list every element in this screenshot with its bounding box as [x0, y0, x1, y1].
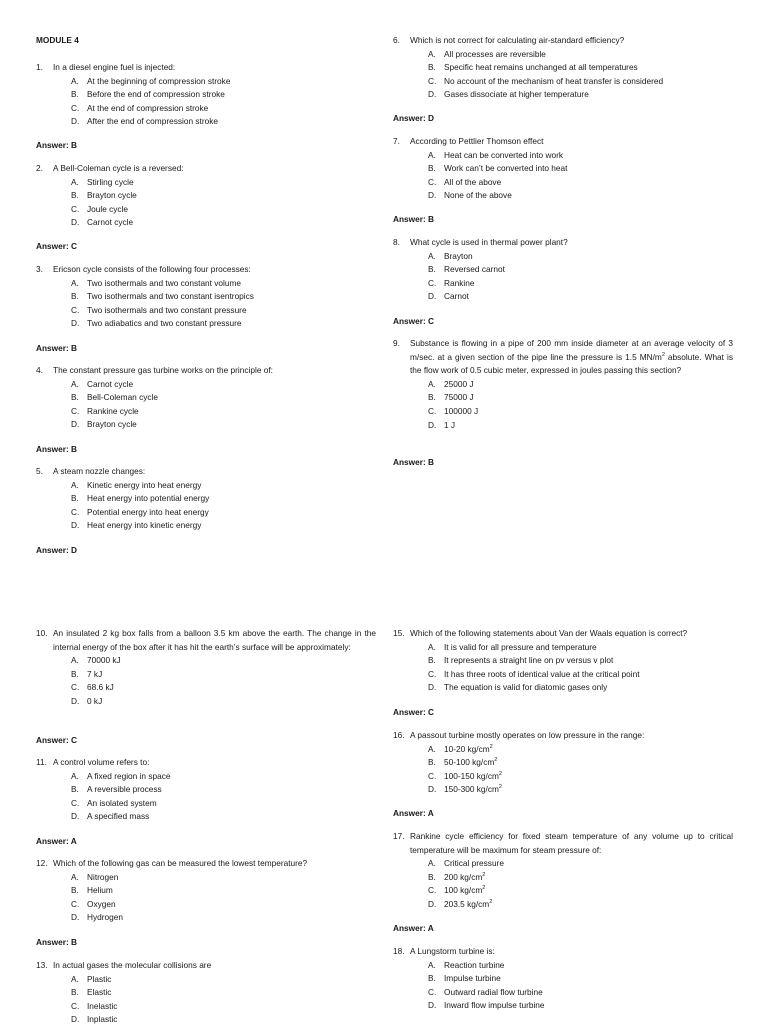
option-d: D. Heat energy into kinetic energy [71, 520, 202, 531]
question-number: 7. [393, 136, 400, 146]
option-c: C. Rankine [428, 277, 475, 288]
option-a: A. Reaction turbine [428, 959, 505, 970]
question-text: A steam nozzle changes: [53, 466, 146, 476]
option-a: A. Nitrogen [71, 871, 119, 882]
question-10 [36, 627, 376, 709]
answer-value: C [71, 735, 78, 745]
question-number: 13. [36, 960, 48, 970]
option-c: C. An isolated system [71, 797, 157, 808]
question-number: 10. [36, 628, 48, 638]
question-text: A passout turbine mostly operates on low pressure in the range: [410, 730, 645, 740]
option-c: C. Potential energy into heat energy [71, 506, 209, 517]
question-text: An insulated 2 kg box falls from a balloon 3.5 km above the earth. The change in the internal energy of the box after it has hit the earth’s surface will be approximately: [53, 628, 376, 652]
option-d: D. Inward flow impulse turbine [428, 1000, 545, 1011]
option-b: B. Elastic [71, 987, 112, 998]
answer-line: Answer: C [393, 707, 435, 717]
answer-line: Answer: C [393, 316, 435, 326]
option-a: A. Plastic [71, 973, 112, 984]
question-text: In a diesel engine fuel is injected: [53, 62, 176, 72]
option-b: B. Impulse turbine [428, 973, 501, 984]
option-d: D. None of the above [428, 190, 512, 201]
option-d: D. Hydrogen [71, 912, 123, 923]
option-b: B. Heat energy into potential energy [71, 493, 210, 504]
option-d: D. 150-300 $kg/cm^2$ [428, 784, 502, 795]
question-text: A Bell-Coleman cycle is a reversed: [53, 163, 184, 173]
option-a: A. At the beginning of compression stroke [71, 75, 231, 86]
option-b: B. 75000 J [428, 392, 474, 403]
answer-value: A [70, 836, 77, 846]
question-7 [393, 135, 733, 203]
answer-line: Answer: B [393, 457, 435, 467]
option-d: D. Carnot [428, 291, 469, 302]
option-d: D. 0 kJ [71, 695, 103, 706]
question-6 [393, 34, 733, 102]
option-d: D. 1 J [428, 419, 456, 430]
option-c: C. 100000 J [428, 405, 479, 416]
answer-line: Answer: B [36, 140, 78, 150]
option-b: B. Helium [71, 885, 113, 896]
option-c: C. No account of the mechanism of heat transfer is considered [428, 75, 664, 86]
option-b: B. 200 $kg/cm^2$ [428, 871, 486, 882]
answer-line: Answer: B [36, 343, 78, 353]
question-text: The constant pressure gas turbine works on the principle of: [53, 365, 273, 375]
option-c: C. All of the above [428, 176, 502, 187]
option-b: B. Two isothermals and two constant isentropics [71, 291, 254, 302]
option-d: D. The equation is valid for diatomic gases only [428, 682, 608, 693]
option-d: D. 203.5 $kg/cm^2$ [428, 898, 493, 909]
question-1 [36, 61, 376, 129]
question-number: 8. [393, 237, 400, 247]
question-number: 15. [393, 628, 405, 638]
answer-value: B [428, 214, 435, 224]
option-a: A. 25000 J [428, 378, 474, 389]
question-number: 5. [36, 466, 43, 476]
option-b: B. 7 kJ [71, 668, 103, 679]
question-11 [36, 756, 376, 824]
option-b: B. Before the end of compression stroke [71, 89, 225, 100]
answer-value: B [71, 140, 78, 150]
option-a: A. A fixed region in space [71, 770, 171, 781]
answer-value: B [71, 444, 78, 454]
question-text: Which of the following statements about Van der Waals equation is correct? [410, 628, 688, 638]
question-text: A control volume refers to: [53, 757, 150, 767]
question-text: Which of the following gas can be measured the lowest temperature? [53, 858, 308, 868]
option-a: A. Heat can be converted into work [428, 149, 563, 160]
option-b: B. It represents a straight line on pv versus v plot [428, 655, 614, 666]
question-text: In actual gases the molecular collisions are [53, 960, 212, 970]
question-16 [393, 729, 733, 797]
option-d: D. Brayton cycle [71, 419, 137, 430]
answer-value: B [428, 457, 435, 467]
option-d: D. Two adiabatics and two constant pressure [71, 318, 242, 329]
option-b: B. Bell-Coleman cycle [71, 392, 159, 403]
option-c: C. At the end of compression stroke [71, 102, 209, 113]
question-number: 17. [393, 831, 405, 841]
option-a: A. 10-20 $kg/cm^2$ [428, 743, 493, 754]
question-text: Substance is flowing in a pipe of 200 mm inside diameter at an average velocity of 3 m/sec. at a given section of the pipe line the pressure is 1.5 $MN/m^2$ absolute. What is the flow work of 0.5 cubic meter, expressed in joules passing this section? [410, 338, 733, 376]
answer-value: D [428, 113, 435, 123]
question-5 [36, 465, 376, 533]
question-text: Which is not correct for calculating air-standard efficiency? [410, 35, 625, 45]
answer-value: C [71, 241, 78, 251]
answer-line: Answer: B [393, 214, 435, 224]
answer-line: Answer: D [36, 545, 78, 555]
option-c: C. Inelastic [71, 1000, 118, 1011]
answer-line: Answer: A [393, 808, 434, 818]
question-2 [36, 162, 376, 230]
option-c: C. 68.6 kJ [71, 682, 114, 693]
option-c: C. Two isothermals and two constant pressure [71, 304, 247, 315]
question-number: 1. [36, 62, 43, 72]
option-a: A. 70000 kJ [71, 655, 121, 666]
option-c: C. 100-150 $kg/cm^2$ [428, 770, 502, 781]
option-a: A. It is valid for all pressure and temperature [428, 641, 597, 652]
question-text: Rankine cycle efficiency for fixed steam temperature of any volume up to critical temperature will be maximum for steam pressure of: [410, 831, 733, 855]
answer-line: Answer: D [393, 113, 435, 123]
question-8 [393, 236, 733, 304]
question-15 [393, 627, 733, 695]
option-c: C. 100 $kg/cm^2$ [428, 885, 486, 896]
option-b: B. Brayton cycle [71, 190, 137, 201]
option-b: B. A reversible process [71, 784, 162, 795]
option-b: B. Specific heat remains unchanged at all temperatures [428, 62, 638, 73]
question-17 [393, 830, 733, 912]
question-12 [36, 857, 376, 925]
option-a: A. Two isothermals and two constant volume [71, 277, 242, 288]
question-number: 2. [36, 163, 43, 173]
option-c: C. Outward radial flow turbine [428, 986, 543, 997]
answer-line: Answer: B [36, 937, 78, 947]
answer-value: C [428, 316, 435, 326]
question-number: 11. [36, 757, 47, 767]
answer-value: B [71, 343, 78, 353]
option-b: B. Work can’t be converted into heat [428, 163, 568, 174]
question-4 [36, 364, 376, 432]
answer-value: A [427, 808, 434, 818]
option-c: C. Joule cycle [71, 203, 129, 214]
option-c: C. It has three roots of identical value at the critical point [428, 668, 640, 679]
question-text: A Lungstorm turbine is: [410, 946, 495, 956]
option-b: B. Reversed carnot [428, 264, 505, 275]
answer-line: Answer: B [36, 444, 78, 454]
option-c: C. Rankine cycle [71, 405, 139, 416]
question-number: 4. [36, 365, 43, 375]
option-d: D. Inplastic [71, 1014, 118, 1025]
option-a: A. Carnot cycle [71, 378, 134, 389]
option-d: D. Gases dissociate at higher temperature [428, 89, 589, 100]
option-d: D. Carnot cycle [71, 217, 134, 228]
option-d: D. After the end of compression stroke [71, 116, 218, 127]
question-3 [36, 263, 376, 331]
question-text: What cycle is used in thermal power plant? [410, 237, 568, 247]
question-number: 12. [36, 858, 48, 868]
option-a: A. All processes are reversible [428, 48, 546, 59]
answer-value: B [71, 937, 78, 947]
answer-value: C [428, 707, 435, 717]
option-a: A. Kinetic energy into heat energy [71, 479, 202, 490]
option-a: A. Brayton [428, 250, 473, 261]
option-a: A. Critical pressure [428, 858, 504, 869]
answer-value: D [71, 545, 78, 555]
question-number: 6. [393, 35, 400, 45]
answer-line: Answer: C [36, 735, 78, 745]
option-b: B. 50-100 $kg/cm^2$ [428, 757, 498, 768]
option-d: D. A specified mass [71, 811, 150, 822]
answer-line: Answer: C [36, 241, 78, 251]
answer-value: A [427, 923, 434, 933]
answer-line: Answer: A [393, 923, 434, 933]
question-number: 9. [393, 338, 400, 348]
option-c: C. Oxygen [71, 898, 116, 909]
option-a: A. Stirling cycle [71, 176, 134, 187]
page-title: MODULE 4 [36, 35, 79, 45]
question-text: According to Pettlier Thomson effect [410, 136, 544, 146]
question-text: Ericson cycle consists of the following four processes: [53, 264, 251, 274]
question-number: 16. [393, 730, 405, 740]
question-13 [36, 959, 376, 1027]
question-number: 18. [393, 946, 405, 956]
question-number: 3. [36, 264, 43, 274]
answer-line: Answer: A [36, 836, 77, 846]
question-9 [393, 337, 733, 432]
question-18 [393, 945, 733, 1013]
